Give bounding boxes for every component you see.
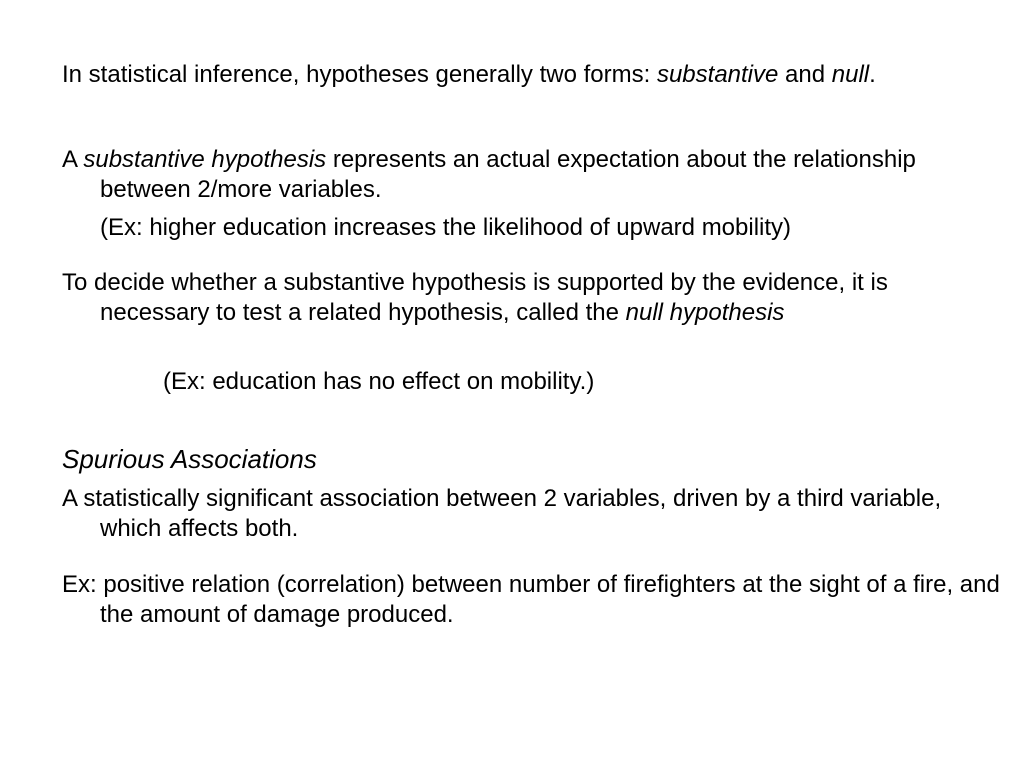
spurious-example: Ex: positive relation (correlation) between number of firefighters at the sight of a fire, and the amount of damage produced. bbox=[62, 571, 1000, 628]
null-text: To decide whether a substantive hypothesis is supported by the evidence, it is necessary to test a related hypothesis, called the bbox=[62, 269, 888, 326]
intro-paragraph bbox=[62, 60, 1000, 90]
spurious-heading: Spurious Associations bbox=[62, 444, 317, 474]
intro-null-term: null bbox=[831, 61, 870, 88]
intro-substantive-term: substantive bbox=[656, 61, 779, 88]
intro-end: . bbox=[869, 61, 876, 88]
substantive-example: (Ex: higher education increases the likelihood of upward mobility) bbox=[100, 214, 792, 241]
intro-and: and bbox=[778, 61, 832, 88]
spurious-definition: A statistically significant association between 2 variables, driven by a third variable, which affects both. bbox=[62, 485, 942, 542]
substantive-rest: represents an actual expectation about the relationship between 2/more variables. bbox=[100, 146, 916, 203]
null-term: null hypothesis bbox=[625, 299, 785, 326]
substantive-lead: A bbox=[62, 146, 84, 173]
substantive-definition bbox=[62, 145, 1000, 205]
null-definition bbox=[62, 268, 1000, 328]
intro-text: In statistical inference, hypotheses generally two forms: bbox=[62, 61, 657, 88]
substantive-term: substantive hypothesis bbox=[83, 146, 327, 173]
null-example: (Ex: education has no effect on mobility.) bbox=[163, 368, 595, 395]
